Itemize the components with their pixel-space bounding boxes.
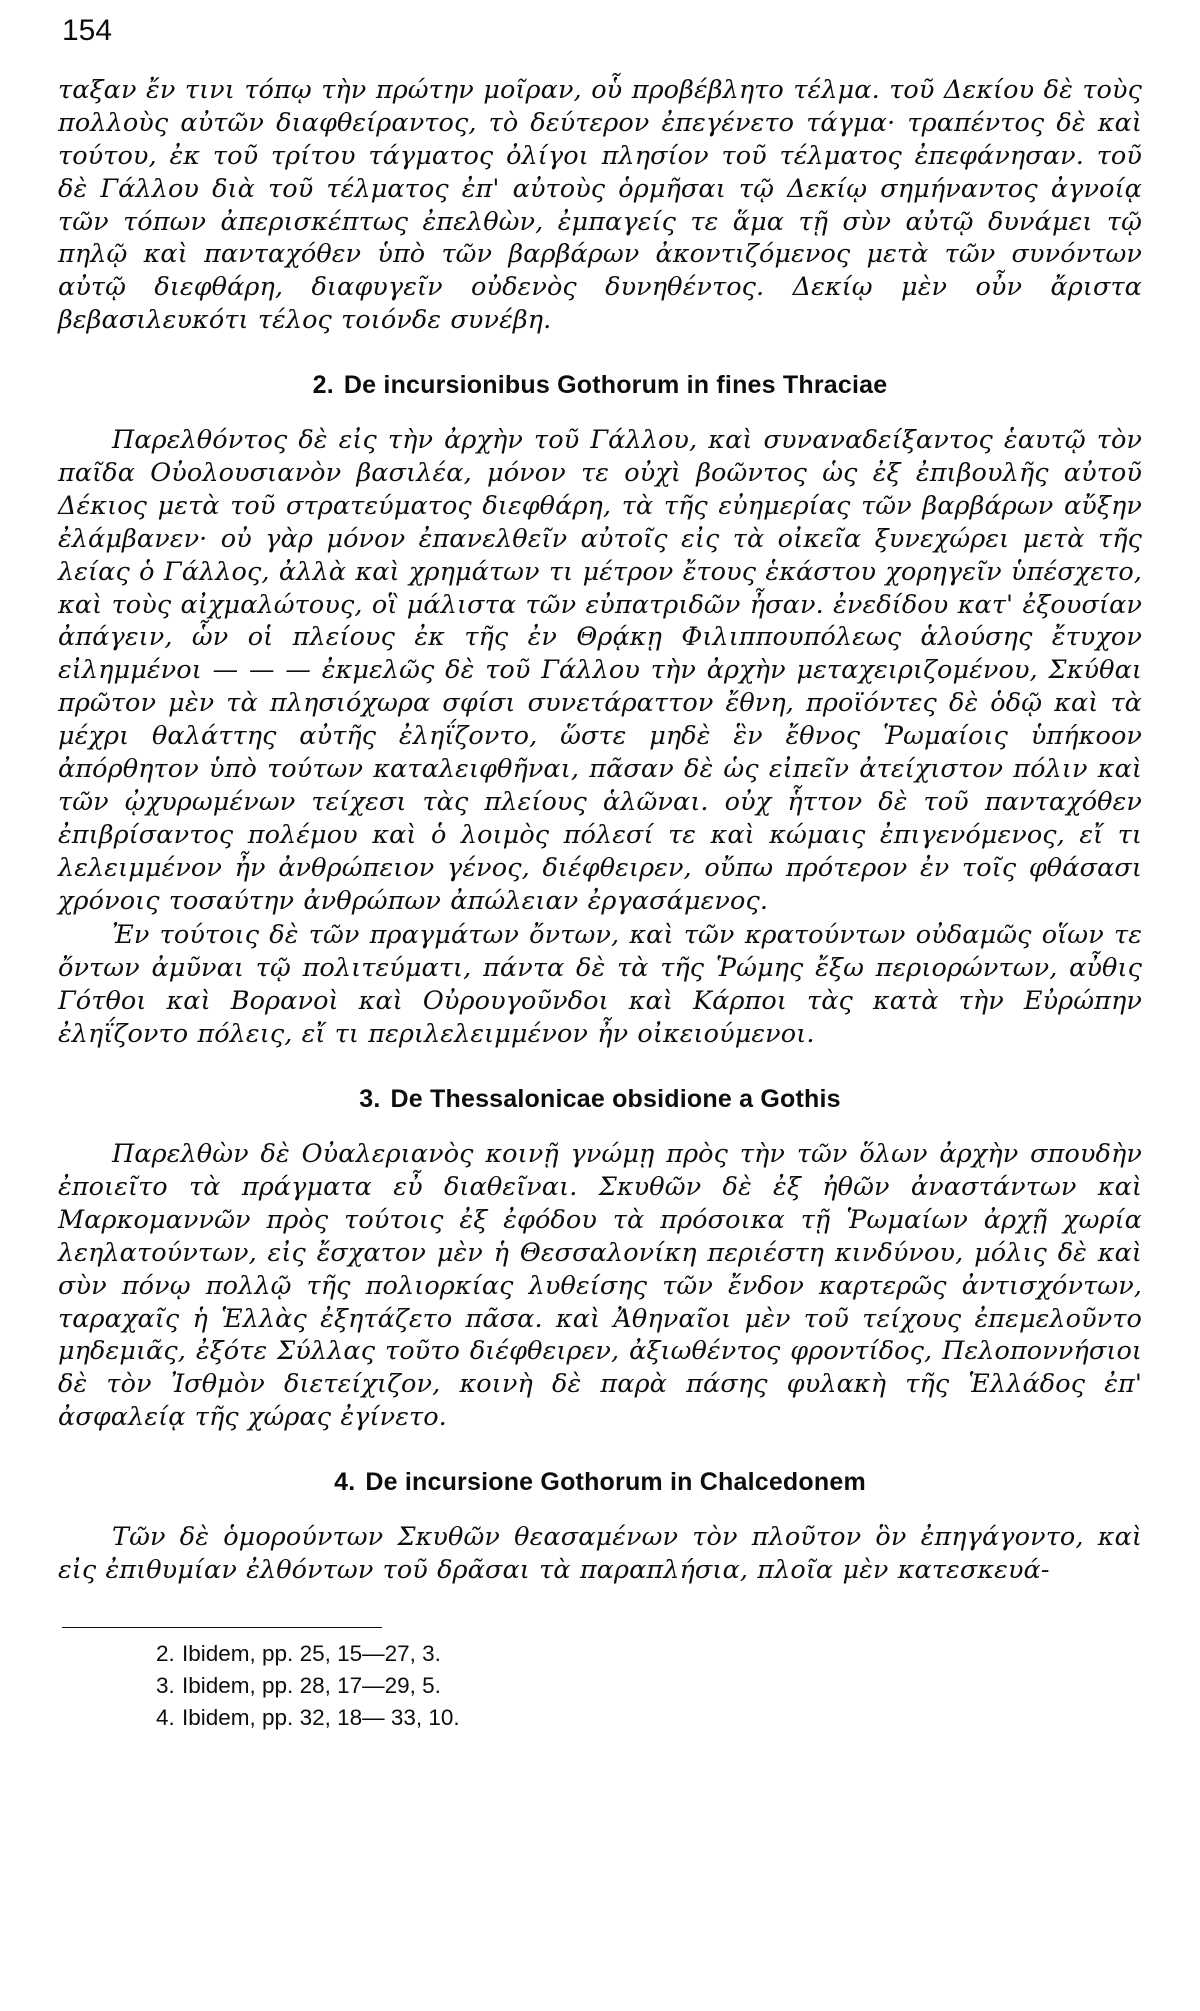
section-3-paragraph-1: Παρελθὼν δὲ Οὐαλεριανὸς κοινῇ γνώμῃ πρὸς τὴν τῶν ὅλων ἀρχὴν σπουδὴν ἐποιεῖτο τὰ πράγματα εὖ διαθεῖναι. Σκυθῶν δὲ ἐξ ἠθῶν ἀναστάντων καὶ Μαρκομαννῶν πρὸς τούτοις ἐξ ἐφόδου τὰ πρόσοικα τῇ Ῥωμαίων ἀρχῇ χωρία λεηλατούντων, εἰς ἔσχατον μὲν ἡ Θεσσαλονίκη περιέστη κινδύνου, μόλις δὲ καὶ σὺν πόνῳ πολλῷ τῆς πολιορκίας λυθείσης τῶν ἔνδον καρτερῶς ἀντισχόντων, ταραχαῖς ἡ Ἑλλὰς ἐξητάζετο πᾶσα. καὶ Ἀθηναῖοι μὲν τοῦ τείχους ἐπεμελοῦντο μηδεμιᾶς, ἐξότε Σύλλας τοῦτο διέφθειρεν, ἀξιωθέντος φροντίδος, Πελοποννήσιοι δὲ τὸν Ἰσθμὸν διετείχιζον, κοινὴ δὲ παρὰ πάσης φυλακὴ τῆς Ἑλλάδος ἐπ' ἀσφαλείᾳ τῆς χώρας ἐγίνετο. [58, 1139, 1142, 1433]
footnote-text: Ibidem, pp. 32, 18— 33, 10. [182, 1704, 460, 1730]
footnote-divider [62, 1627, 382, 1628]
page-number: 154 [62, 14, 113, 47]
footnote-item [156, 1702, 1142, 1734]
footnote-item [156, 1638, 1142, 1670]
footnote-text: Ibidem, pp. 28, 17—29, 5. [182, 1672, 441, 1698]
section-title-4: De incursione Gothorum in Chalcedonem [365, 1468, 866, 1497]
section-heading-3 [58, 1085, 1142, 1114]
body-paragraph-1: ταξαν ἔν τινι τόπῳ τὴν πρώτην μοῖραν, οὗ προβέβλητο τέλμα. τοῦ Δεκίου δὲ τοὺς πολλοὺς αὐτῶν διαφθείραντος, τὸ δεύτερον ἐπεγένετο τάγμα· τραπέντος δὲ καὶ τούτου, ἐκ τοῦ τρίτου τάγματος ὀλίγοι πλησίον τοῦ τέλματος ἐπεφάνησαν. τοῦ δὲ Γάλλου διὰ τοῦ τέλματος ἐπ' αὐτοὺς ὁρμῆσαι τῷ Δεκίῳ σημήναντος ἀγνοίᾳ τῶν τόπων ἀπερισκέπτως ἐπελθὼν, ἐμπαγείς τε ἅμα τῇ σὺν αὐτῷ δυνάμει τῷ πηλῷ καὶ πανταχόθεν ὑπὸ τῶν βαρβάρων ἀκοντιζόμενος μετὰ τῶν συνόντων αὐτῷ διεφθάρη, διαφυγεῖν οὐδενὸς δυνηθέντος. Δεκίῳ μὲν οὖν ἄριστα βεβασιλευκότι τέλος τοιόνδε συνέβη. [58, 75, 1142, 336]
section-2-paragraph-1: Παρελθόντος δὲ εἰς τὴν ἀρχὴν τοῦ Γάλλου, καὶ συναναδείξαντος ἑαυτῷ τὸν παῖδα Οὐολουσιανὸν βασιλέα, μόνον τε οὐχὶ βοῶντος ὡς ἐξ ἐπιβουλῆς αὐτοῦ Δέκιος μετὰ τοῦ στρατεύματος διεφθάρη, τὰ τῆς εὐημερίας τῶν βαρβάρων αὔξην ἐλάμβανεν· οὐ γὰρ μόνον ἐπανελθεῖν αὐτοῖς εἰς τὰ οἰκεῖα ξυνεχώρει μετὰ τῆς λείας ὁ Γάλλος, ἀλλὰ καὶ χρημάτων τι μέτρον ἔτους ἑκάστου χορηγεῖν ὑπέσχετο, καὶ τοὺς αἰχμαλώτους, οἳ μάλιστα τῶν εὐπατριδῶν ἦσαν. ἐνεδίδου κατ' ἐξουσίαν ἀπάγειν, ὧν οἱ πλείους ἐκ τῆς ἐν Θρᾴκῃ Φιλιππουπόλεως ἁλούσης ἔτυχον εἰλημμένοι — — — ἐκμελῶς δὲ τοῦ Γάλλου τὴν ἀρχὴν μεταχειριζομένου, Σκύθαι πρῶτον μὲν τὰ πλησιόχωρα σφίσι συνετάραττον ἔθνη, προϊόντες δὲ ὁδῷ καὶ τὰ μέχρι θαλάττης αὐτῆς ἐληΐζοντο, ὥστε μηδὲ ἓν ἔθνος Ῥωμαίοις ὑπήκοον ἀπόρθητον ὑπὸ τούτων καταλειφθῆναι, πᾶσαν δὲ ὡς εἰπεῖν ἀτείχιστον πόλιν καὶ τῶν ᾠχυρωμένων τείχεσι τὰς πλείους ἁλῶναι. οὐχ ἧττον δὲ τοῦ πανταχόθεν ἐπιβρίσαντος πολέμου καὶ ὁ λοιμὸς πόλεσί τε καὶ κώμαις ἐπιγενόμενος, εἴ τι λελειμμένον ἦν ἀνθρώπειον γένος, διέφθειρεν, οὔπω πρότερον ἐν τοῖς φθάσασι χρόνοις τοσαύτην ἀνθρώπων ἀπώλειαν ἐργασάμενος. [58, 425, 1142, 916]
section-number-3: 3. [359, 1085, 381, 1114]
footnote-marker: 4. [156, 1704, 175, 1730]
section-title-2: De incursionibus Gothorum in fines Thraciae [343, 371, 888, 400]
section-2-paragraph-2: Ἐν τούτοις δὲ τῶν πραγμάτων ὄντων, καὶ τῶν κρατούντων οὐδαμῶς οἵων τε ὄντων ἀμῦναι τῷ πολιτεύματι, πάντα δὲ τὰ τῆς Ῥώμης ἔξω περιορώντων, αὖθις Γότθοι καὶ Βορανοὶ καὶ Οὐρουγοῦνδοι καὶ Κάρποι τὰς κατὰ τὴν Εὐρώπην ἐληΐζοντο πόλεις, εἴ τι περιλελειμμένον ἦν οἰκειούμενοι. [58, 920, 1142, 1050]
footnote-list [156, 1638, 1142, 1734]
section-heading-4 [58, 1468, 1142, 1497]
section-number-4: 4. [334, 1468, 356, 1497]
footnote-marker: 3. [156, 1672, 175, 1698]
footnote-marker: 2. [156, 1640, 175, 1666]
footnote-item [156, 1670, 1142, 1702]
section-title-3: De Thessalonicae obsidione a Gothis [390, 1085, 841, 1114]
section-4-paragraph-1: Τῶν δὲ ὁμορούντων Σκυθῶν θεασαμένων τὸν πλοῦτον ὃν ἐπηγάγοντο, καὶ εἰς ἐπιθυμίαν ἐλθόντων τοῦ δρᾶσαι τὰ παραπλήσια, πλοῖα μὲν κατεσκευά- [58, 1522, 1142, 1585]
section-heading-2 [58, 371, 1142, 400]
section-number-2: 2. [312, 371, 334, 400]
footnote-text: Ibidem, pp. 25, 15—27, 3. [182, 1640, 441, 1666]
